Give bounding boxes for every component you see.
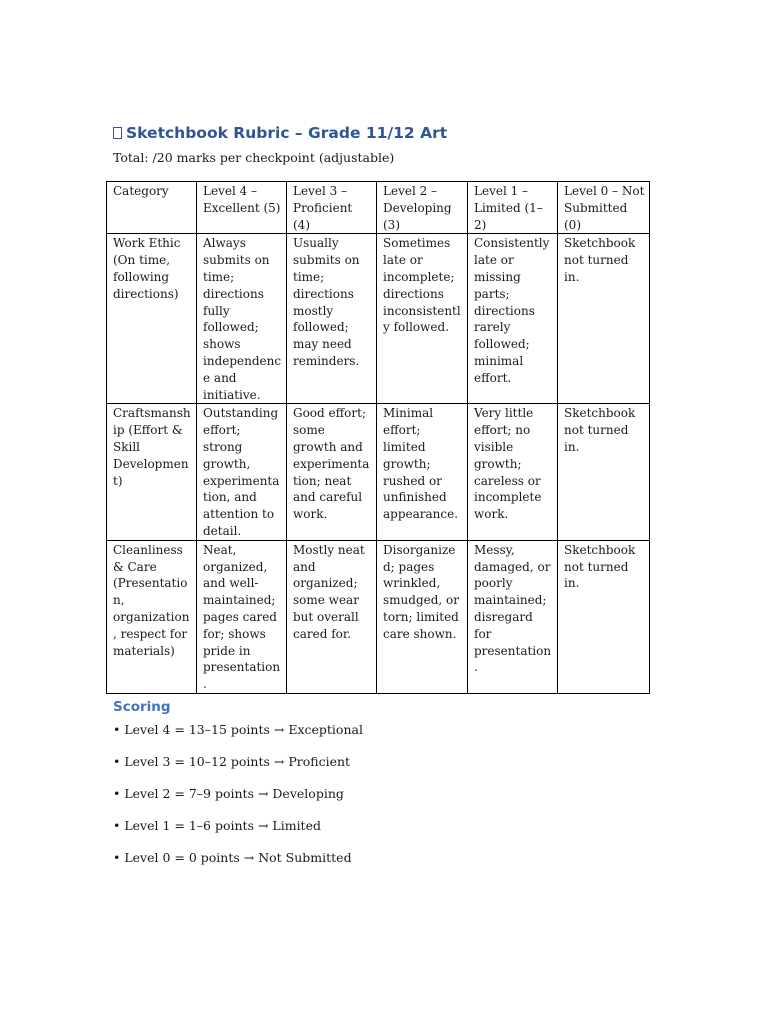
table-cell: Consistently late or missing parts; directions rarely followed; minimal effort. (468, 234, 558, 404)
scoring-item: • Level 3 = 10–12 points → Proficient (113, 754, 351, 769)
table-cell: Outstanding effort; strong growth, experimentation, and attention to detail. (197, 404, 287, 540)
table-cell: Very little effort; no visible growth; careless or incomplete work. (468, 404, 558, 540)
scoring-item: • Level 4 = 13–15 points → Exceptional (113, 722, 363, 737)
document-title (113, 124, 447, 142)
table-cell: Messy, damaged, or poorly maintained; disregard for presentation. (468, 540, 558, 693)
rubric-row-cleanliness (107, 540, 650, 693)
scoring-list (113, 721, 363, 881)
table-cell: Mostly neat and organized; some wear but overall cared for. (287, 540, 377, 693)
table-cell: Sketchbook not turned in. (558, 404, 650, 540)
table-cell: Sketchbook not turned in. (558, 540, 650, 693)
header-cell: Level 2 – Developing (3) (377, 182, 468, 234)
header-cell: Level 4 – Excellent (5) (197, 182, 287, 234)
header-cell: Level 3 – Proficient (4) (287, 182, 377, 234)
category-cell: Craftsmanship (Effort & Skill Development) (107, 404, 197, 540)
scoring-item: • Level 0 = 0 points → Not Submitted (113, 850, 352, 865)
table-cell: Good effort; some growth and experimentation; neat and careful work. (287, 404, 377, 540)
rubric-row-craftsmanship (107, 404, 650, 540)
header-cell: Category (107, 182, 197, 234)
scoring-item: • Level 1 = 1–6 points → Limited (113, 818, 321, 833)
header-cell: Level 0 – Not Submitted (0) (558, 182, 650, 234)
table-cell: Sketchbook not turned in. (558, 234, 650, 404)
rubric-header-row (107, 182, 650, 234)
rubric-table (106, 181, 650, 694)
table-cell: Minimal effort; limited growth; rushed or unfinished appearance. (377, 404, 468, 540)
table-cell: Usually submits on time; directions mostly followed; may need reminders. (287, 234, 377, 404)
rubric-row-work-ethic (107, 234, 650, 404)
table-cell: Always submits on time; directions fully followed; shows independence and initiative. (197, 234, 287, 404)
total-marks-note: Total: /20 marks per checkpoint (adjustable) (113, 150, 395, 165)
table-cell: Disorganized; pages wrinkled, smudged, or torn; limited care shown. (377, 540, 468, 693)
header-cell: Level 1 – Limited (1–2) (468, 182, 558, 234)
scoring-item: • Level 2 = 7–9 points → Developing (113, 786, 344, 801)
table-cell: Neat, organized, and well-maintained; pages cared for; shows pride in presentation. (197, 540, 287, 693)
category-cell: Work Ethic (On time, following directions) (107, 234, 197, 404)
category-cell: Cleanliness & Care (Presentation, organization, respect for materials) (107, 540, 197, 693)
scoring-heading: Scoring (113, 699, 171, 715)
missing-glyph-icon (113, 127, 122, 139)
document-title-text: Sketchbook Rubric – Grade 11/12 Art (126, 124, 448, 142)
table-cell: Sometimes late or incomplete; directions inconsistently followed. (377, 234, 468, 404)
